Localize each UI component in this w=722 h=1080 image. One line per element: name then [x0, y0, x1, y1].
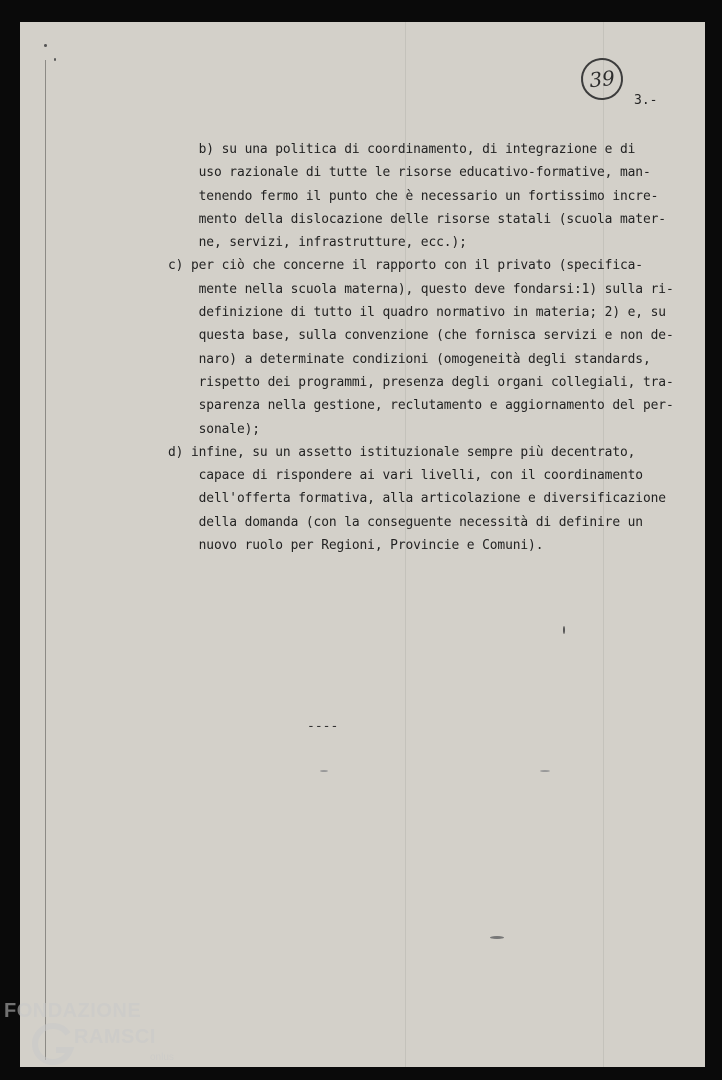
watermark-line1: FONDAZIONE: [4, 1000, 142, 1022]
page-number: 3.-: [634, 93, 658, 108]
paper-speck: [540, 770, 550, 772]
watermark-line2: RAMSCI: [74, 1026, 156, 1048]
text-line: uso razionale di tutte le risorse educativo-formative, man-: [168, 165, 651, 181]
document-page: [20, 22, 705, 1067]
text-line: questa base, sulla convenzione (che fornisca servizi e non de-: [168, 328, 674, 344]
text-line: d) infine, su un assetto istituzionale sempre più decentrato,: [168, 444, 636, 460]
margin-line: [45, 60, 46, 1060]
paper-speck: [563, 626, 565, 634]
separator: ----: [307, 719, 339, 734]
gramsci-g-logo-icon: [28, 1020, 78, 1070]
archive-number: 39: [588, 65, 616, 93]
archive-number-stamp: [579, 56, 625, 102]
text-line: sparenza nella gestione, reclutamento e aggiornamento del per-: [168, 398, 674, 414]
text-line: tenendo fermo il punto che è necessario un fortissimo incre-: [168, 188, 659, 204]
text-line: dell'offerta formativa, alla articolazione e diversificazione: [168, 491, 666, 507]
text-line: rispetto dei programmi, presenza degli organi collegiali, tra-: [168, 374, 674, 390]
text-line: c) per ciò che concerne il rapporto con il privato (specifica-: [168, 258, 643, 274]
text-line: definizione di tutto il quadro normativo in materia; 2) e, su: [168, 305, 666, 321]
text-line: mente nella scuola materna), questo deve fondarsi:1) sulla ri-: [168, 281, 674, 297]
fondazione-gramsci-watermark: [4, 1000, 179, 1075]
text-line: ne, servizi, infrastrutture, ecc.);: [168, 235, 467, 251]
text-line: nuovo ruolo per Regioni, Provincie e Comuni).: [168, 538, 544, 554]
paper-speck: [54, 58, 56, 61]
text-line: sonale);: [168, 421, 260, 437]
text-line: b) su una politica di coordinamento, di integrazione e di: [168, 142, 636, 157]
text-line: capace di rispondere ai vari livelli, con il coordinamento: [168, 468, 643, 484]
body-text: [168, 138, 688, 557]
text-line: naro) a determinate condizioni (omogeneità degli standards,: [168, 351, 651, 367]
paper-speck: [44, 44, 47, 47]
paper-speck: [320, 770, 328, 772]
watermark-line3: onlus: [150, 1052, 174, 1063]
text-line: della domanda (con la conseguente necessità di definire un: [168, 514, 643, 530]
paper-speck: [490, 936, 504, 939]
text-line: mento della dislocazione delle risorse statali (scuola mater-: [168, 211, 666, 227]
